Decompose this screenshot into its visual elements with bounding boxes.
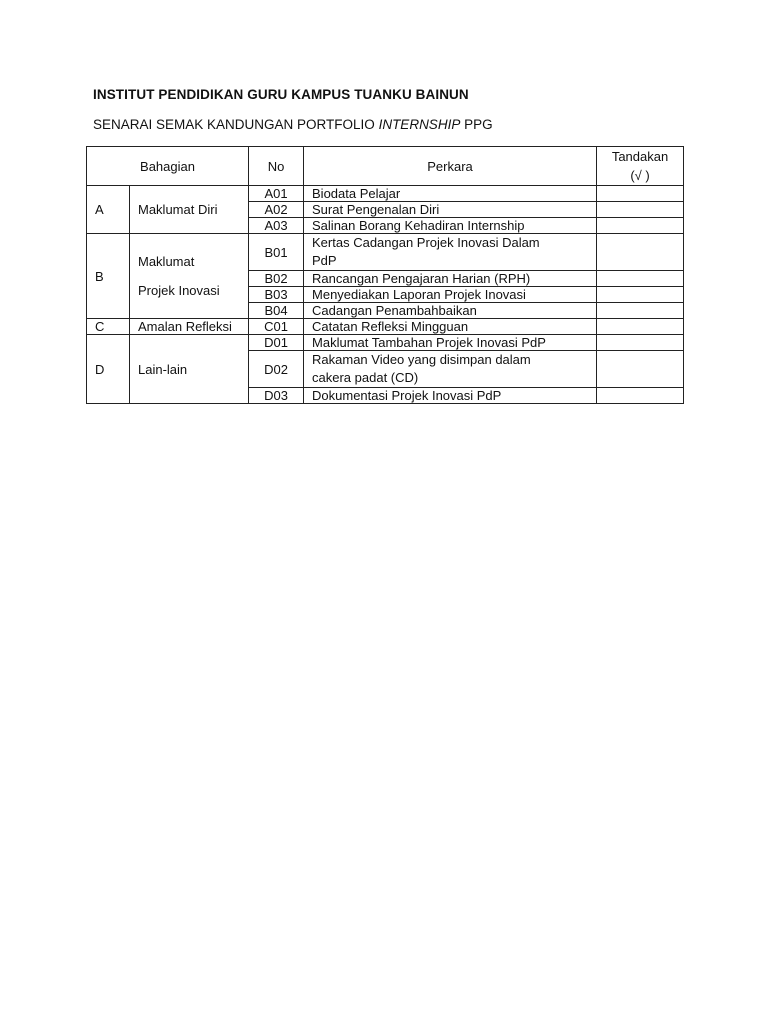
item-perkara-line: PdP [312, 253, 337, 268]
tandakan-cell[interactable] [597, 218, 684, 234]
item-no: B03 [249, 287, 304, 303]
tandakan-cell[interactable] [597, 202, 684, 218]
item-perkara: Catatan Refleksi Mingguan [304, 319, 597, 335]
item-perkara: Surat Pengenalan Diri [304, 202, 597, 218]
header-tandakan-label: Tandakan [611, 149, 669, 164]
item-no: A03 [249, 218, 304, 234]
item-perkara-line: Kertas Cadangan Projek Inovasi Dalam [312, 235, 540, 250]
table-row [87, 186, 684, 202]
header-tandakan [597, 147, 684, 186]
table-header-row [87, 147, 684, 186]
item-perkara [304, 234, 597, 271]
tandakan-cell[interactable] [597, 388, 684, 404]
section-letter: A [87, 186, 130, 234]
section-name: Lain-lain [130, 335, 249, 404]
tandakan-cell[interactable] [597, 271, 684, 287]
section-name-line: Projek Inovasi [138, 283, 220, 298]
section-name: Amalan Refleksi [130, 319, 249, 335]
document-subtitle [93, 117, 493, 132]
item-perkara: Cadangan Penambahbaikan [304, 303, 597, 319]
item-perkara-line: cakera padat (CD) [312, 370, 419, 385]
document-title: INSTITUT PENDIDIKAN GURU KAMPUS TUANKU BAINUN [93, 87, 469, 102]
header-perkara: Perkara [304, 147, 597, 186]
section-name [130, 234, 249, 319]
tandakan-cell[interactable] [597, 287, 684, 303]
item-no: C01 [249, 319, 304, 335]
item-no: B01 [249, 234, 304, 271]
item-no: D01 [249, 335, 304, 351]
item-no: B02 [249, 271, 304, 287]
item-no: D02 [249, 351, 304, 388]
item-no: A01 [249, 186, 304, 202]
item-perkara: Rancangan Pengajaran Harian (RPH) [304, 271, 597, 287]
tandakan-cell[interactable] [597, 186, 684, 202]
item-no: D03 [249, 388, 304, 404]
tandakan-cell[interactable] [597, 335, 684, 351]
tandakan-cell[interactable] [597, 351, 684, 388]
header-tandakan-check: (√ ) [630, 168, 650, 183]
item-no: B04 [249, 303, 304, 319]
item-no: A02 [249, 202, 304, 218]
tandakan-cell[interactable] [597, 319, 684, 335]
checklist-table [86, 146, 684, 404]
subtitle-suffix: PPG [460, 117, 493, 132]
item-perkara: Dokumentasi Projek Inovasi PdP [304, 388, 597, 404]
section-name-line: Maklumat [138, 254, 195, 269]
item-perkara: Menyediakan Laporan Projek Inovasi [304, 287, 597, 303]
item-perkara-line: Rakaman Video yang disimpan dalam [312, 352, 531, 367]
item-perkara: Maklumat Tambahan Projek Inovasi PdP [304, 335, 597, 351]
item-perkara [304, 351, 597, 388]
tandakan-cell[interactable] [597, 234, 684, 271]
table-row [87, 319, 684, 335]
header-bahagian: Bahagian [87, 147, 249, 186]
table-row [87, 234, 684, 271]
table-row [87, 335, 684, 351]
section-letter: C [87, 319, 130, 335]
section-name: Maklumat Diri [130, 186, 249, 234]
section-letter: D [87, 335, 130, 404]
subtitle-text: SENARAI SEMAK KANDUNGAN PORTFOLIO [93, 117, 379, 132]
item-perkara: Salinan Borang Kehadiran Internship [304, 218, 597, 234]
section-letter: B [87, 234, 130, 319]
item-perkara: Biodata Pelajar [304, 186, 597, 202]
header-no: No [249, 147, 304, 186]
subtitle-italic-text: INTERNSHIP [378, 117, 461, 132]
tandakan-cell[interactable] [597, 303, 684, 319]
